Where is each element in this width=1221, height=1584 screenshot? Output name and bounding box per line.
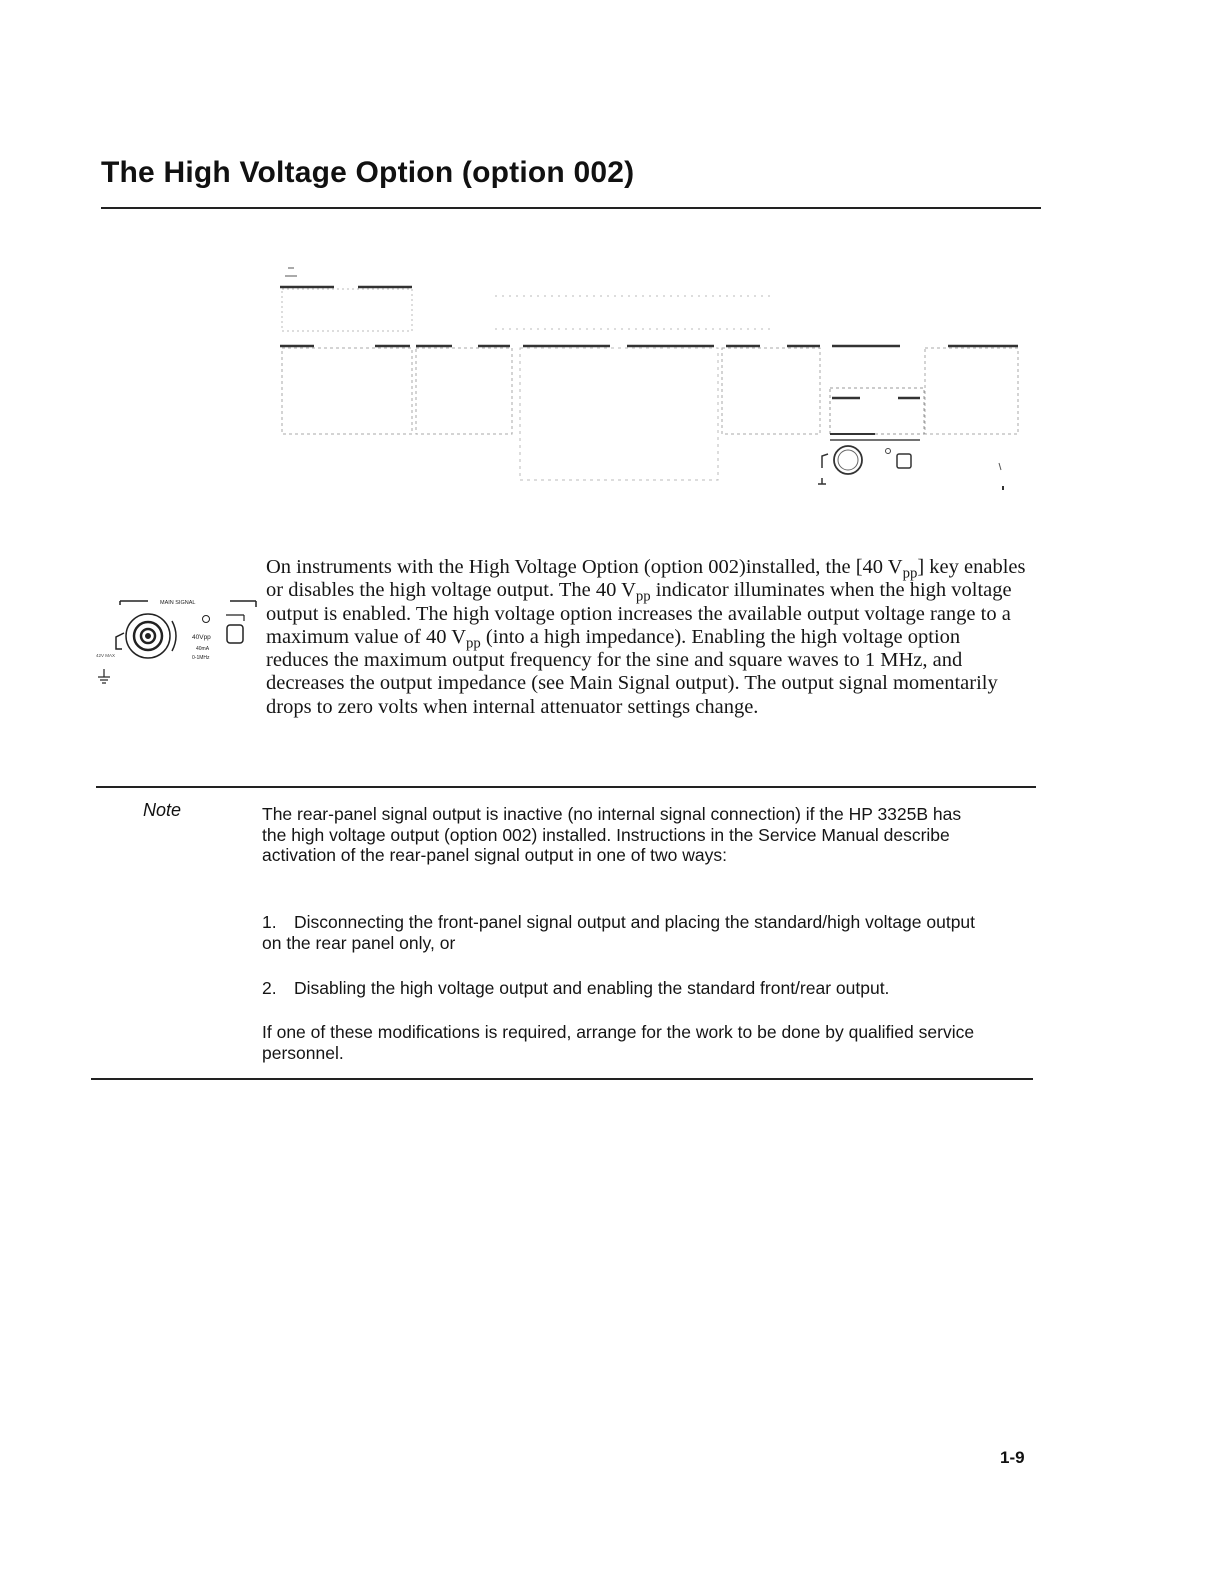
- note-list-item-2: 2. Disabling the high voltage output and enabling the standard front/rear output.: [262, 978, 890, 998]
- note-list-item-1: 1. Disconnecting the front-panel signal output and placing the standard/high voltage output on the rear panel only, or: [262, 912, 976, 953]
- note-closing-paragraph: If one of these modifications is required, arrange for the work to be done by qualified service personnel.: [262, 1022, 975, 1063]
- front-panel-diagram: [270, 258, 1030, 498]
- page-title: The High Voltage Option (option 002): [101, 156, 635, 189]
- note-label: Note: [143, 800, 182, 820]
- note-top-rule: [96, 786, 1036, 788]
- note-bottom-rule: [91, 1078, 1033, 1080]
- max-voltage-label: 42V MAX: [96, 653, 116, 658]
- list-number: 1.: [262, 912, 277, 932]
- title-rule: [101, 207, 1041, 209]
- list-number: 2.: [262, 978, 277, 998]
- main-signal-label: MAIN SIGNAL: [160, 600, 196, 606]
- frequency-label: 0-1MHz: [192, 655, 210, 661]
- current-label: 40mA: [196, 646, 210, 652]
- note-paragraph: The rear-panel signal output is inactive (no internal signal connection) if the HP 3325B has the high voltage output (option 002) installed. Instructions in the Service Manual describe activation of the rear-panel signal output in one of two ways:: [262, 804, 962, 865]
- voltage-label: 40Vpp: [192, 634, 211, 641]
- page-number: 1-9: [1000, 1448, 1025, 1467]
- main-signal-connector-figure: [96, 585, 266, 695]
- body-paragraph: On instruments with the High Voltage Option (option 002)installed, the [40 $V_{pp}$] key enables or disables the high voltage output. The 40 $V_{pp}$ indicator illuminates when the high voltage output is enabled. The high voltage option increases the available output voltage range to a maximum value of 40 $V_{pp}$ (into a high impedance). Enabling the high voltage option reduces the maximum output frequency for the sine and square waves to 1 MHz, and decreases the output impedance (see Main Signal output). The output signal momentarily drops to zero volts when internal attenuator settings change.: [266, 556, 1026, 718]
